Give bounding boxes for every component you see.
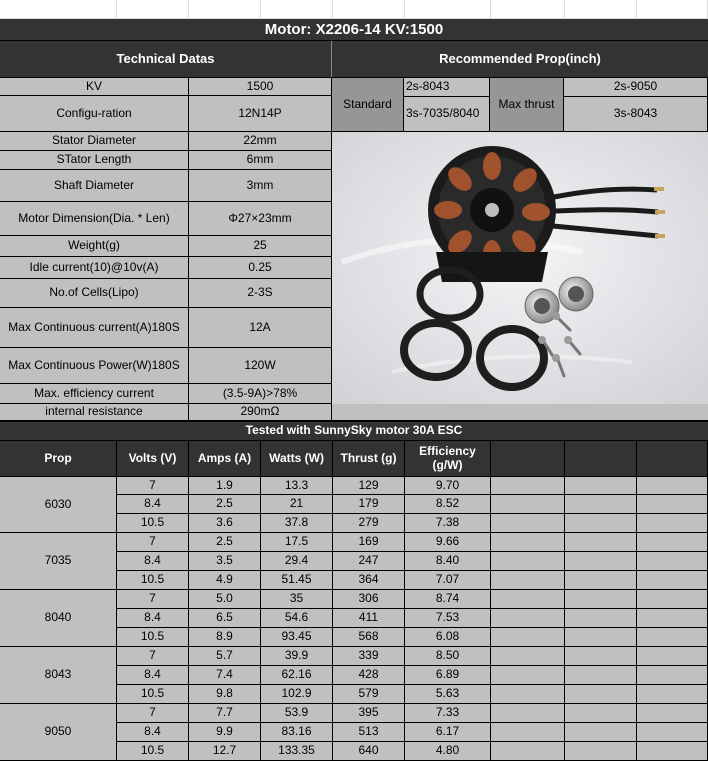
tech-label: Weight(g) <box>0 236 189 257</box>
standard-2s: 2s-8043 <box>404 78 490 97</box>
empty-cell <box>491 723 565 742</box>
data-cell: 53.9 <box>261 704 333 723</box>
data-cell: 10.5 <box>117 628 189 647</box>
tech-label: Configu-ration <box>0 96 189 132</box>
empty-cell <box>637 723 708 742</box>
data-cell: 279 <box>333 514 405 533</box>
maxthrust-3s: 3s-8043 <box>564 97 708 132</box>
col-header-empty <box>637 441 708 477</box>
data-cell: 93.45 <box>261 628 333 647</box>
empty-cell <box>565 742 637 761</box>
data-cell: 102.9 <box>261 685 333 704</box>
prop-header: Recommended Prop(inch) <box>332 41 708 78</box>
empty-cell <box>491 590 565 609</box>
data-cell: 7.33 <box>405 704 491 723</box>
data-cell: 7.7 <box>189 704 261 723</box>
data-cell: 179 <box>333 495 405 514</box>
data-cell: 4.80 <box>405 742 491 761</box>
tech-value: 0.25 <box>189 257 332 279</box>
tech-value: 120W <box>189 348 332 384</box>
empty-cell <box>565 590 637 609</box>
data-cell: 39.9 <box>261 647 333 666</box>
data-cell: 513 <box>333 723 405 742</box>
tech-value: 3mm <box>189 170 332 202</box>
empty-cell <box>565 477 637 495</box>
tech-value: 25 <box>189 236 332 257</box>
data-cell: 364 <box>333 571 405 590</box>
standard-label: Standard <box>332 78 404 132</box>
data-cell: 4.9 <box>189 571 261 590</box>
col-header-empty <box>491 441 565 477</box>
data-cell: 6.08 <box>405 628 491 647</box>
col-header-empty <box>565 441 637 477</box>
sheet-cell <box>0 0 117 19</box>
data-cell: 5.0 <box>189 590 261 609</box>
data-cell: 7.38 <box>405 514 491 533</box>
data-cell: 2.5 <box>189 533 261 552</box>
data-cell: 10.5 <box>117 514 189 533</box>
tech-label: Shaft Diameter <box>0 170 189 202</box>
empty-cell <box>637 495 708 514</box>
empty-cell <box>491 533 565 552</box>
data-cell: 3.6 <box>189 514 261 533</box>
data-cell: 339 <box>333 647 405 666</box>
data-cell: 7.4 <box>189 666 261 685</box>
data-cell: 8.4 <box>117 666 189 685</box>
prop-cell: 6030 <box>0 477 117 533</box>
data-cell: 8.4 <box>117 552 189 571</box>
sheet-cell <box>405 0 491 19</box>
data-cell: 6.89 <box>405 666 491 685</box>
sheet-cell <box>117 0 189 19</box>
data-cell: 8.4 <box>117 609 189 628</box>
data-cell: 9.8 <box>189 685 261 704</box>
empty-cell <box>565 628 637 647</box>
data-cell: 5.7 <box>189 647 261 666</box>
empty-cell <box>637 533 708 552</box>
data-cell: 7 <box>117 647 189 666</box>
data-cell: 395 <box>333 704 405 723</box>
empty-cell <box>491 647 565 666</box>
tech-value: 290mΩ <box>189 404 332 421</box>
data-cell: 5.63 <box>405 685 491 704</box>
data-cell: 29.4 <box>261 552 333 571</box>
data-cell: 8.4 <box>117 495 189 514</box>
col-header: Volts (V) <box>117 441 189 477</box>
motor-illustration <box>332 132 708 404</box>
empty-cell <box>637 552 708 571</box>
data-cell: 8.52 <box>405 495 491 514</box>
empty-cell <box>637 609 708 628</box>
standard-3s: 3s-7035/8040 <box>404 97 490 132</box>
data-cell: 133.35 <box>261 742 333 761</box>
tech-value: (3.5-9A)>78% <box>189 384 332 404</box>
title-bar <box>0 19 708 41</box>
empty-cell <box>491 666 565 685</box>
empty-cell <box>637 628 708 647</box>
empty-cell <box>565 666 637 685</box>
empty-cell <box>637 647 708 666</box>
empty-cell <box>491 477 565 495</box>
data-cell: 3.5 <box>189 552 261 571</box>
col-header: Efficiency (g/W) <box>405 441 491 477</box>
test-header: Tested with SunnySky motor 30A ESC <box>0 421 708 441</box>
tech-value: 2-3S <box>189 279 332 308</box>
empty-cell <box>491 685 565 704</box>
data-cell: 568 <box>333 628 405 647</box>
data-cell: 8.9 <box>189 628 261 647</box>
data-cell: 6.5 <box>189 609 261 628</box>
data-cell: 7 <box>117 533 189 552</box>
empty-cell <box>637 477 708 495</box>
empty-cell <box>637 666 708 685</box>
empty-cell <box>637 571 708 590</box>
data-cell: 37.8 <box>261 514 333 533</box>
tech-value: 1500 <box>189 78 332 96</box>
data-cell: 7 <box>117 477 189 495</box>
data-cell: 12.7 <box>189 742 261 761</box>
data-cell: 6.17 <box>405 723 491 742</box>
maxthrust-2s: 2s-9050 <box>564 78 708 97</box>
empty-cell <box>565 552 637 571</box>
maxthrust-label: Max thrust <box>490 78 564 132</box>
empty-cell <box>637 742 708 761</box>
col-header: Amps (A) <box>189 441 261 477</box>
data-cell: 8.50 <box>405 647 491 666</box>
tech-value: 12A <box>189 308 332 348</box>
data-cell: 83.16 <box>261 723 333 742</box>
data-cell: 7.53 <box>405 609 491 628</box>
filler <box>332 404 708 421</box>
data-cell: 10.5 <box>117 742 189 761</box>
data-cell: 10.5 <box>117 571 189 590</box>
data-cell: 306 <box>333 590 405 609</box>
data-cell: 8.74 <box>405 590 491 609</box>
empty-cell <box>491 742 565 761</box>
data-cell: 54.6 <box>261 609 333 628</box>
data-cell: 9.9 <box>189 723 261 742</box>
tech-label: Max Continuous current(A)180S <box>0 308 189 348</box>
data-cell: 640 <box>333 742 405 761</box>
tech-label: internal resistance <box>0 404 189 421</box>
empty-cell <box>565 533 637 552</box>
tech-label: Stator Diameter <box>0 132 189 151</box>
data-cell: 8.4 <box>117 723 189 742</box>
tech-value: 12N14P <box>189 96 332 132</box>
data-cell: 247 <box>333 552 405 571</box>
sheet-cell <box>565 0 637 19</box>
tech-value: 6mm <box>189 151 332 170</box>
prop-cell: 8040 <box>0 590 117 647</box>
data-cell: 2.5 <box>189 495 261 514</box>
tech-value: Φ27×23mm <box>189 202 332 236</box>
data-cell: 51.45 <box>261 571 333 590</box>
col-header: Thrust (g) <box>333 441 405 477</box>
empty-cell <box>565 647 637 666</box>
empty-cell <box>491 628 565 647</box>
empty-cell <box>565 685 637 704</box>
empty-cell <box>637 514 708 533</box>
tech-label: Max Continuous Power(W)180S <box>0 348 189 384</box>
prop-cell: 8043 <box>0 647 117 704</box>
data-cell: 17.5 <box>261 533 333 552</box>
data-cell: 7 <box>117 590 189 609</box>
data-cell: 129 <box>333 477 405 495</box>
col-header: Watts (W) <box>261 441 333 477</box>
data-cell: 7.07 <box>405 571 491 590</box>
empty-cell <box>491 704 565 723</box>
data-cell: 1.9 <box>189 477 261 495</box>
empty-cell <box>637 685 708 704</box>
tech-label: Motor Dimension(Dia. * Len) <box>0 202 189 236</box>
data-cell: 9.70 <box>405 477 491 495</box>
data-cell: 21 <box>261 495 333 514</box>
tech-label: No.of Cells(Lipo) <box>0 279 189 308</box>
sheet-cell <box>333 0 405 19</box>
empty-cell <box>565 704 637 723</box>
tech-header: Technical Datas <box>0 41 332 78</box>
empty-cell <box>491 552 565 571</box>
empty-cell <box>565 571 637 590</box>
data-cell: 9.66 <box>405 533 491 552</box>
sheet-cell <box>637 0 708 19</box>
tech-value: 22mm <box>189 132 332 151</box>
col-header: Prop <box>0 441 117 477</box>
prop-cell: 9050 <box>0 704 117 761</box>
empty-cell <box>565 514 637 533</box>
data-cell: 579 <box>333 685 405 704</box>
data-cell: 169 <box>333 533 405 552</box>
sheet-cell <box>189 0 261 19</box>
data-cell: 428 <box>333 666 405 685</box>
data-cell: 13.3 <box>261 477 333 495</box>
data-cell: 8.40 <box>405 552 491 571</box>
motor-title: Motor: X2206-14 KV:1500 <box>264 20 444 38</box>
tech-label: KV <box>0 78 189 96</box>
data-cell: 62.16 <box>261 666 333 685</box>
empty-cell <box>491 609 565 628</box>
motor-body <box>428 146 556 282</box>
data-cell: 10.5 <box>117 685 189 704</box>
tech-label: Idle current(10)@10v(A) <box>0 257 189 279</box>
data-cell: 7 <box>117 704 189 723</box>
empty-cell <box>637 590 708 609</box>
empty-cell <box>637 704 708 723</box>
data-cell: 411 <box>333 609 405 628</box>
data-cell: 35 <box>261 590 333 609</box>
empty-cell <box>565 609 637 628</box>
empty-cell <box>491 571 565 590</box>
motor-photo <box>332 132 708 404</box>
empty-cell <box>491 495 565 514</box>
prop-cell: 7035 <box>0 533 117 590</box>
tech-label: STator Length <box>0 151 189 170</box>
sheet-cell <box>261 0 333 19</box>
empty-cell <box>565 723 637 742</box>
empty-cell <box>565 495 637 514</box>
sheet-cell <box>491 0 565 19</box>
tech-label: Max. efficiency current <box>0 384 189 404</box>
empty-cell <box>491 514 565 533</box>
